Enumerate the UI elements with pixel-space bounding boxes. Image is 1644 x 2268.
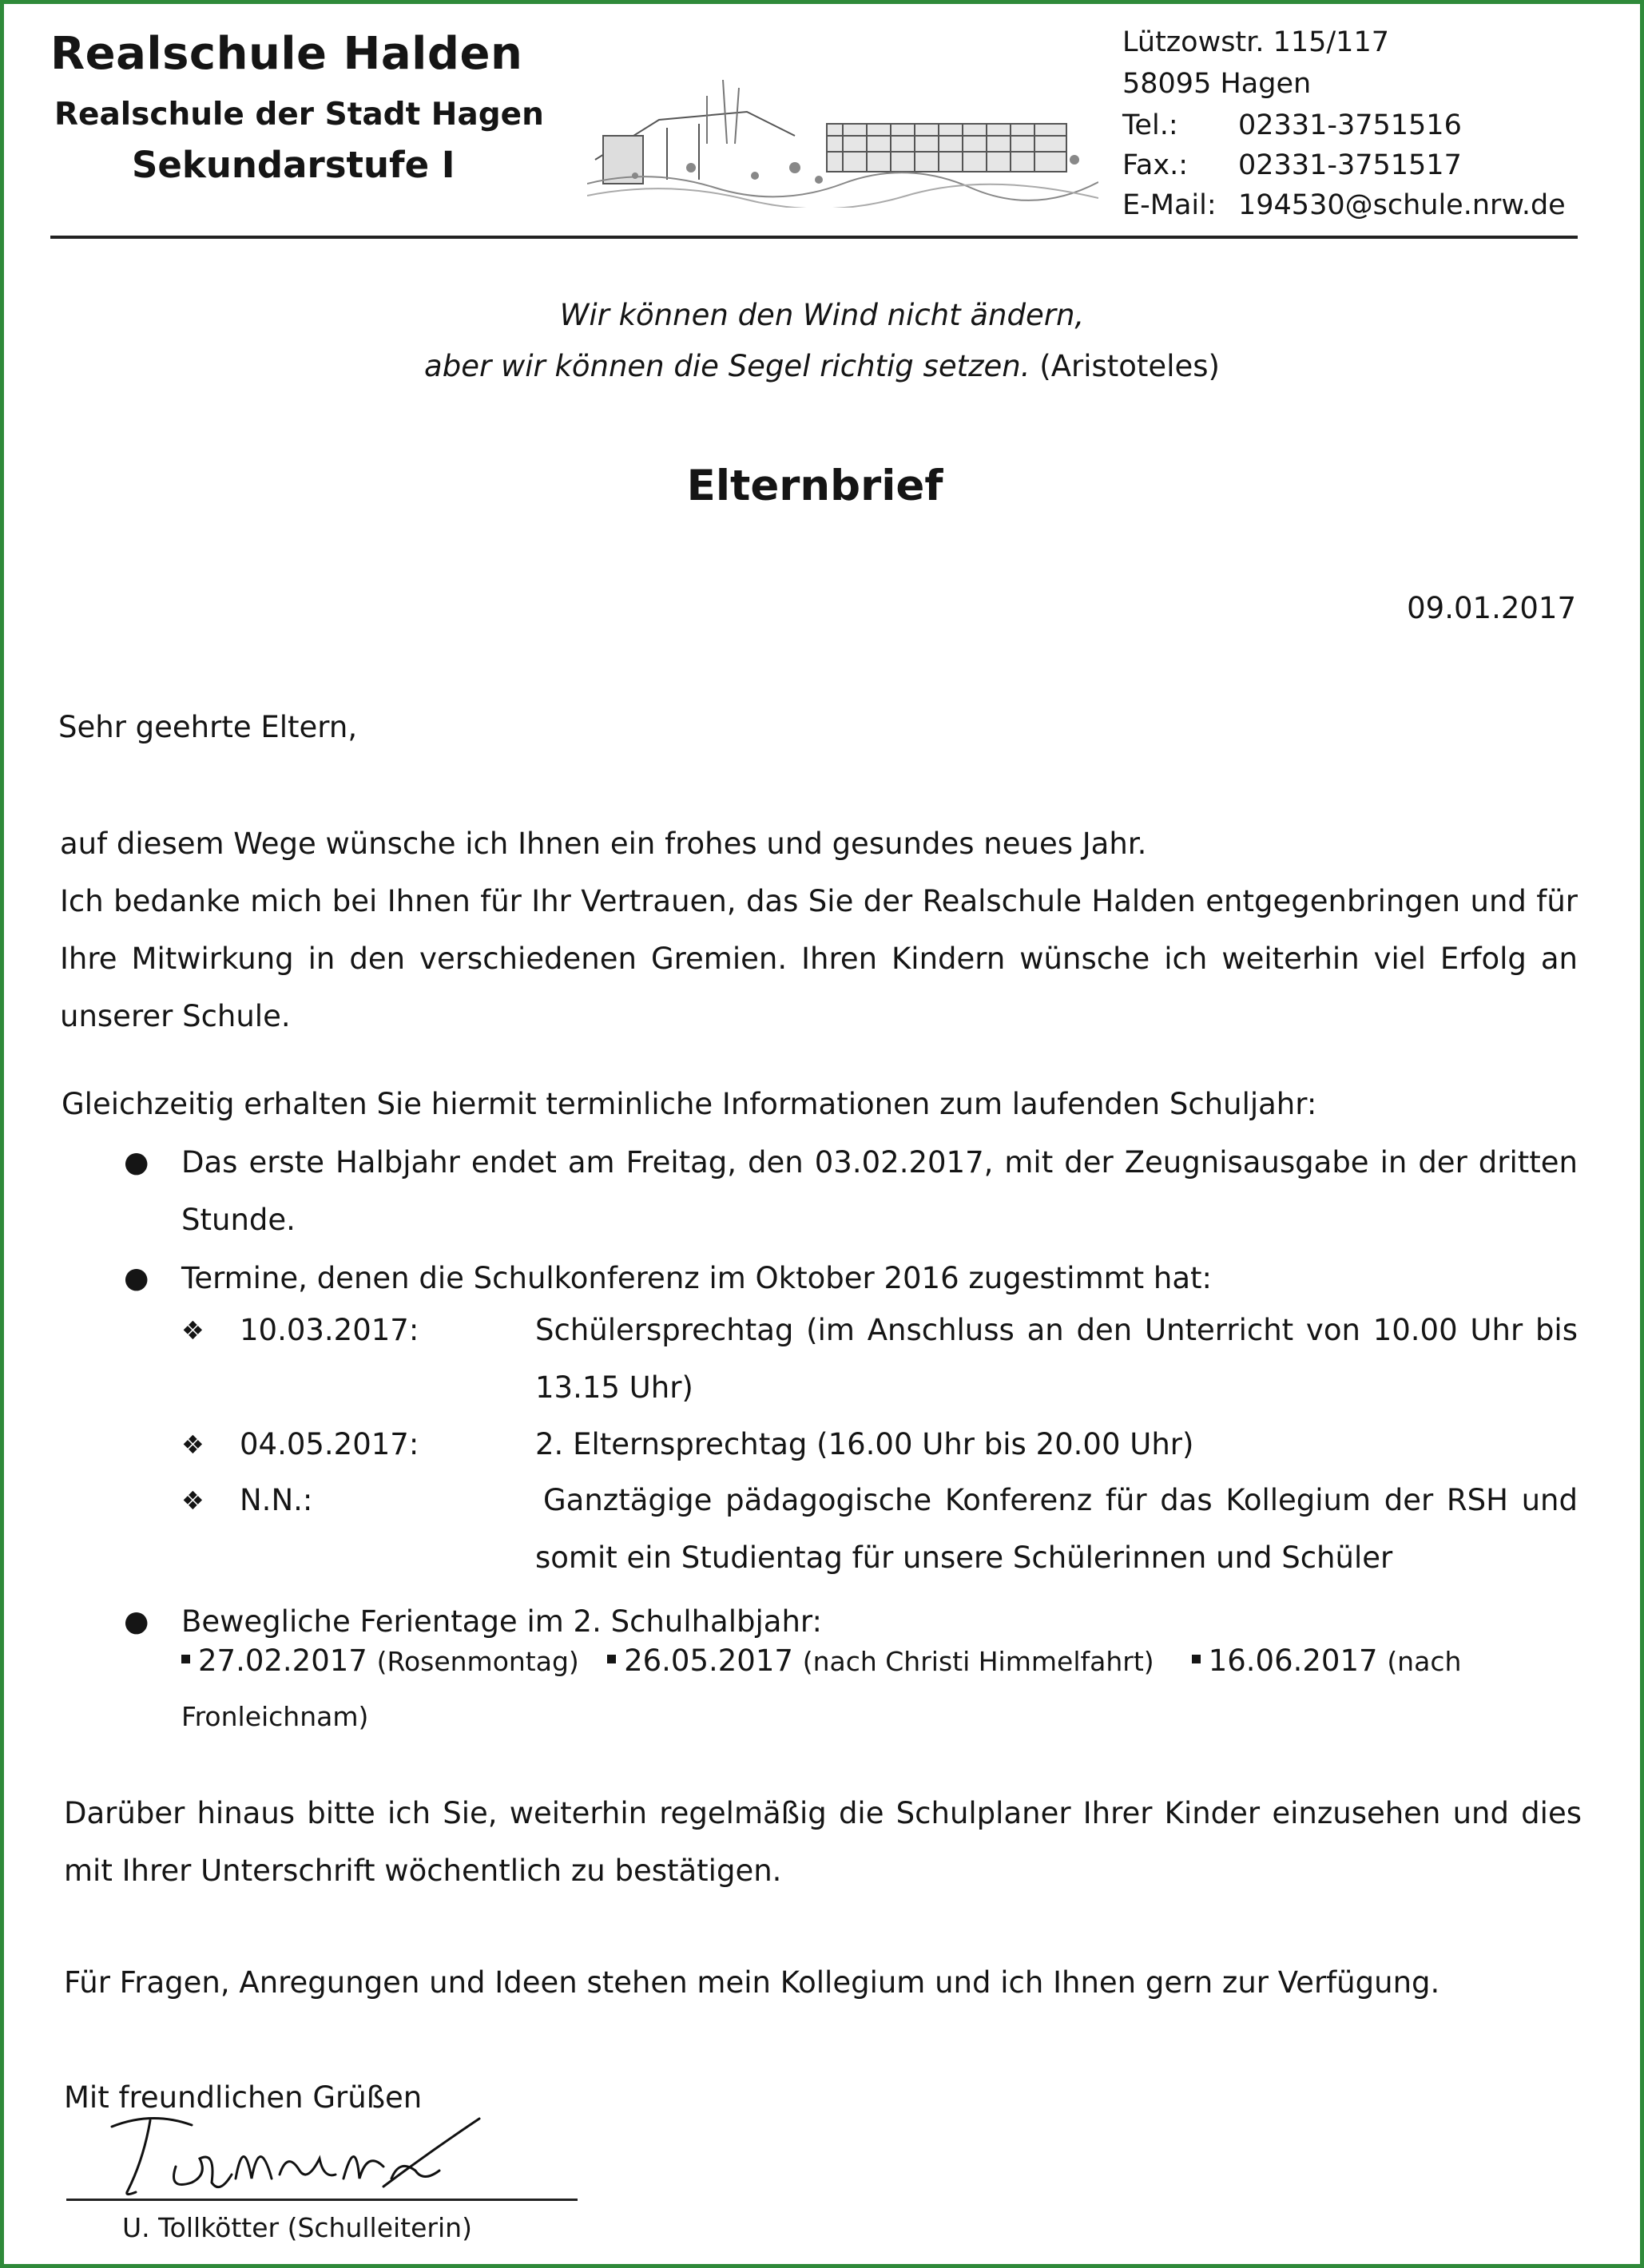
school-level: Sekundarstufe I xyxy=(132,144,455,186)
fax-value: 02331-3751517 xyxy=(1238,149,1462,181)
ferien-continuation: Fronleichnam) xyxy=(181,1701,369,1732)
date-item-desc: 2. Elternsprechtag (16.00 Uhr bis 20.00 Uhr) xyxy=(535,1427,1194,1461)
bullet-dot-icon: ● xyxy=(124,1605,149,1638)
address-email xyxy=(1122,189,1566,221)
four-diamond-icon: ❖ xyxy=(181,1315,205,1346)
quote-line-2 xyxy=(4,349,1640,383)
ferien-date: 27.02.2017 xyxy=(198,1644,367,1678)
date-item-desc-line: Schülersprechtag (im Anschluss an den Unterricht von 10.00 Uhr bis xyxy=(535,1313,1578,1347)
paragraph-3-line: Darüber hinaus bitte ich Sie, weiterhin regelmäßig die Schulplaner Ihrer Kinder einzusehen und dies xyxy=(64,1796,1582,1830)
letter-date: 09.01.2017 xyxy=(1407,591,1576,625)
salutation: Sehr geehrte Eltern, xyxy=(58,710,358,744)
signature-line xyxy=(66,2199,578,2201)
ferien-date: 16.06.2017 xyxy=(1208,1644,1378,1678)
fax-label: Fax.: xyxy=(1122,149,1188,181)
school-name: Realschule Halden xyxy=(50,28,523,80)
letter-title: Elternbrief xyxy=(686,462,943,510)
quote-line-1: Wir können den Wind nicht ändern, xyxy=(559,298,1085,332)
four-diamond-icon: ❖ xyxy=(181,1429,205,1460)
email-value: 194530@schule.nrw.de xyxy=(1238,189,1566,221)
address-city: 58095 Hagen xyxy=(1122,68,1312,100)
tel-value: 02331-3751516 xyxy=(1238,109,1462,141)
bullet-1-text xyxy=(181,1134,1578,1249)
signer-name: U. Tollkötter (Schulleiterin) xyxy=(122,2212,472,2243)
email-label: E-Mail: xyxy=(1122,189,1217,221)
quote-author: (Aristoteles) xyxy=(1039,349,1220,383)
paragraph-1 xyxy=(60,815,1578,1045)
date-item-desc-line: somit ein Studientag für unsere Schülerinnen und Schüler xyxy=(535,1540,1393,1575)
ferien-days xyxy=(181,1644,1461,1678)
tel-label: Tel.: xyxy=(1122,109,1178,141)
signature-image xyxy=(80,2103,495,2207)
address-fax xyxy=(1122,149,1462,181)
paragraph-2: Gleichzeitig erhalten Sie hiermit terminliche Informationen zum laufenden Schuljahr: xyxy=(62,1087,1317,1121)
closing: Mit freundlichen Grüßen xyxy=(64,2080,423,2115)
bullet-dot-icon: ● xyxy=(124,1262,149,1295)
paragraph-1-line: unserer Schule. xyxy=(60,999,291,1033)
date-item-date: 04.05.2017: xyxy=(240,1427,419,1461)
bullet-dot-icon: ● xyxy=(124,1146,149,1179)
quote-line-2-text: aber wir können die Segel richtig setzen. xyxy=(424,349,1030,383)
ferien-note: (Rosenmontag) xyxy=(376,1646,579,1677)
paragraph-3-line: mit Ihrer Unterschrift wöchentlich zu bestätigen. xyxy=(64,1854,782,1888)
address-tel xyxy=(1122,109,1462,141)
paragraph-3 xyxy=(64,1785,1582,1900)
square-bullet-icon xyxy=(607,1655,616,1663)
address-street: Lützowstr. 115/117 xyxy=(1122,26,1389,58)
ferien-date: 26.05.2017 xyxy=(624,1644,793,1678)
paragraph-1-line: Ich bedanke mich bei Ihnen für Ihr Vertrauen, das Sie der Realschule Halden entgegenbringen und für xyxy=(60,884,1578,918)
square-bullet-icon xyxy=(181,1655,190,1663)
ferien-note: (nach xyxy=(1387,1646,1462,1677)
paragraph-1-line: Ihre Mitwirkung in den verschiedenen Gremien. Ihren Kindern wünsche ich weiterhin viel Erfolg an xyxy=(60,942,1578,976)
bullet-2-text: Termine, denen die Schulkonferenz im Oktober 2016 zugestimmt hat: xyxy=(181,1261,1213,1295)
date-item-desc-line: Ganztägige pädagogische Konferenz für das Kollegium der RSH und xyxy=(543,1483,1578,1517)
square-bullet-icon xyxy=(1192,1655,1201,1663)
date-item-date: N.N.: xyxy=(240,1483,313,1517)
paragraph-1-line: auf diesem Wege wünsche ich Ihnen ein frohes und gesundes neues Jahr. xyxy=(60,827,1147,861)
date-item-date: 10.03.2017: xyxy=(240,1313,419,1347)
bullet-1-line-1: Das erste Halbjahr endet am Freitag, den 03.02.2017, mit der Zeugnisausgabe in der dritten xyxy=(181,1145,1578,1180)
header-rule xyxy=(50,236,1578,239)
date-item-desc xyxy=(535,1302,1578,1417)
four-diamond-icon: ❖ xyxy=(181,1485,205,1516)
bullet-1-line-2: Stunde. xyxy=(181,1203,296,1237)
date-item-desc-line: 13.15 Uhr) xyxy=(535,1370,693,1405)
date-item-desc xyxy=(543,1472,1578,1529)
bullet-3-text: Bewegliche Ferientage im 2. Schulhalbjahr: xyxy=(181,1604,822,1639)
paragraph-4: Für Fragen, Anregungen und Ideen stehen mein Kollegium und ich Ihnen gern zur Verfügung. xyxy=(64,1965,1440,2000)
school-subtitle: Realschule der Stadt Hagen xyxy=(54,97,544,133)
school-building-photo xyxy=(587,48,1098,208)
ferien-note: (nach Christi Himmelfahrt) xyxy=(802,1646,1154,1677)
